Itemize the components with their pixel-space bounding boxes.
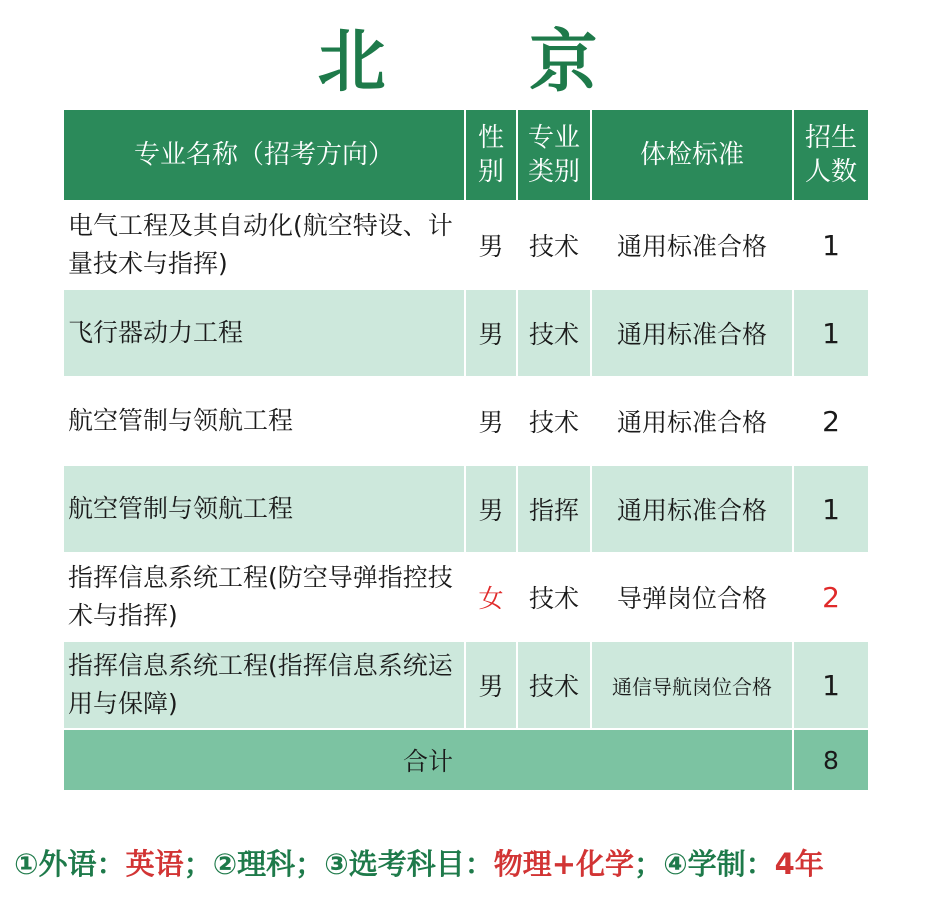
- elective-subjects-value: 物理+化学: [493, 847, 635, 881]
- standard-cell: 通用标准合格: [591, 201, 793, 289]
- table-row: [63, 553, 869, 641]
- standard-cell: 通用标准合格: [591, 289, 793, 377]
- category-cell: 技术: [517, 201, 591, 289]
- science-track: ②理科: [212, 847, 296, 881]
- count-cell: 1: [793, 289, 869, 377]
- separator: ；: [634, 847, 664, 881]
- major-name: 指挥信息系统工程(防空导弹指控技术与指挥): [63, 553, 465, 641]
- major-name: 航空管制与领航工程: [63, 465, 465, 553]
- header-quota-line2: 人数: [804, 157, 857, 187]
- gender-cell: 女: [465, 553, 517, 641]
- gender-cell: 男: [465, 641, 517, 729]
- total-label: 合计: [63, 729, 793, 791]
- header-category-line1: 专业: [527, 123, 580, 153]
- header-category: [517, 109, 591, 201]
- table-row: [63, 201, 869, 289]
- category-cell: 指挥: [517, 465, 591, 553]
- standard-cell: 导弹岗位合格: [591, 553, 793, 641]
- gender-cell: 男: [465, 377, 517, 465]
- header-category-line2: 类别: [527, 157, 580, 187]
- header-quota-line1: 招生: [804, 123, 857, 153]
- header-quota: [793, 109, 869, 201]
- count-cell: 2: [793, 377, 869, 465]
- standard-cell: 通用标准合格: [591, 377, 793, 465]
- count-cell: 1: [793, 201, 869, 289]
- total-row: [63, 729, 869, 791]
- gender-cell: 男: [465, 201, 517, 289]
- separator: ；: [295, 847, 325, 881]
- count-cell: 1: [793, 465, 869, 553]
- major-name: 指挥信息系统工程(指挥信息系统运用与保障): [63, 641, 465, 729]
- header-gender: [465, 109, 517, 201]
- major-name: 飞行器动力工程: [63, 289, 465, 377]
- count-cell: 1: [793, 641, 869, 729]
- category-cell: 技术: [517, 553, 591, 641]
- header-major: 专业名称（招考方向）: [63, 109, 465, 201]
- standard-cell: 通信导航岗位合格: [591, 641, 793, 729]
- gender-cell: 男: [465, 465, 517, 553]
- total-count: 8: [793, 729, 869, 791]
- duration-key: ④学制：: [663, 847, 775, 881]
- table-header-row: [63, 109, 869, 201]
- page-title: 北 京: [317, 23, 658, 102]
- header-standard: 体检标准: [591, 109, 793, 201]
- header-gender-line1: 性: [477, 123, 504, 153]
- enrollment-table: [62, 108, 870, 792]
- duration-value: 4年: [774, 847, 824, 881]
- standard-cell: 通用标准合格: [591, 465, 793, 553]
- requirements-note: [14, 842, 824, 883]
- gender-cell: 男: [465, 289, 517, 377]
- foreign-language-value: 英语: [125, 847, 184, 881]
- count-cell: 2: [793, 553, 869, 641]
- separator: ；: [183, 847, 213, 881]
- table-row: [63, 465, 869, 553]
- category-cell: 技术: [517, 377, 591, 465]
- elective-subjects-key: ③选考科目：: [324, 847, 494, 881]
- category-cell: 技术: [517, 641, 591, 729]
- major-name: 电气工程及其自动化(航空特设、计量技术与指挥): [63, 201, 465, 289]
- major-name: 航空管制与领航工程: [63, 377, 465, 465]
- table-row: [63, 289, 869, 377]
- category-cell: 技术: [517, 289, 591, 377]
- foreign-language-key: ①外语：: [14, 847, 126, 881]
- table-row: [63, 377, 869, 465]
- table-row: [63, 641, 869, 729]
- header-gender-line2: 别: [477, 157, 504, 187]
